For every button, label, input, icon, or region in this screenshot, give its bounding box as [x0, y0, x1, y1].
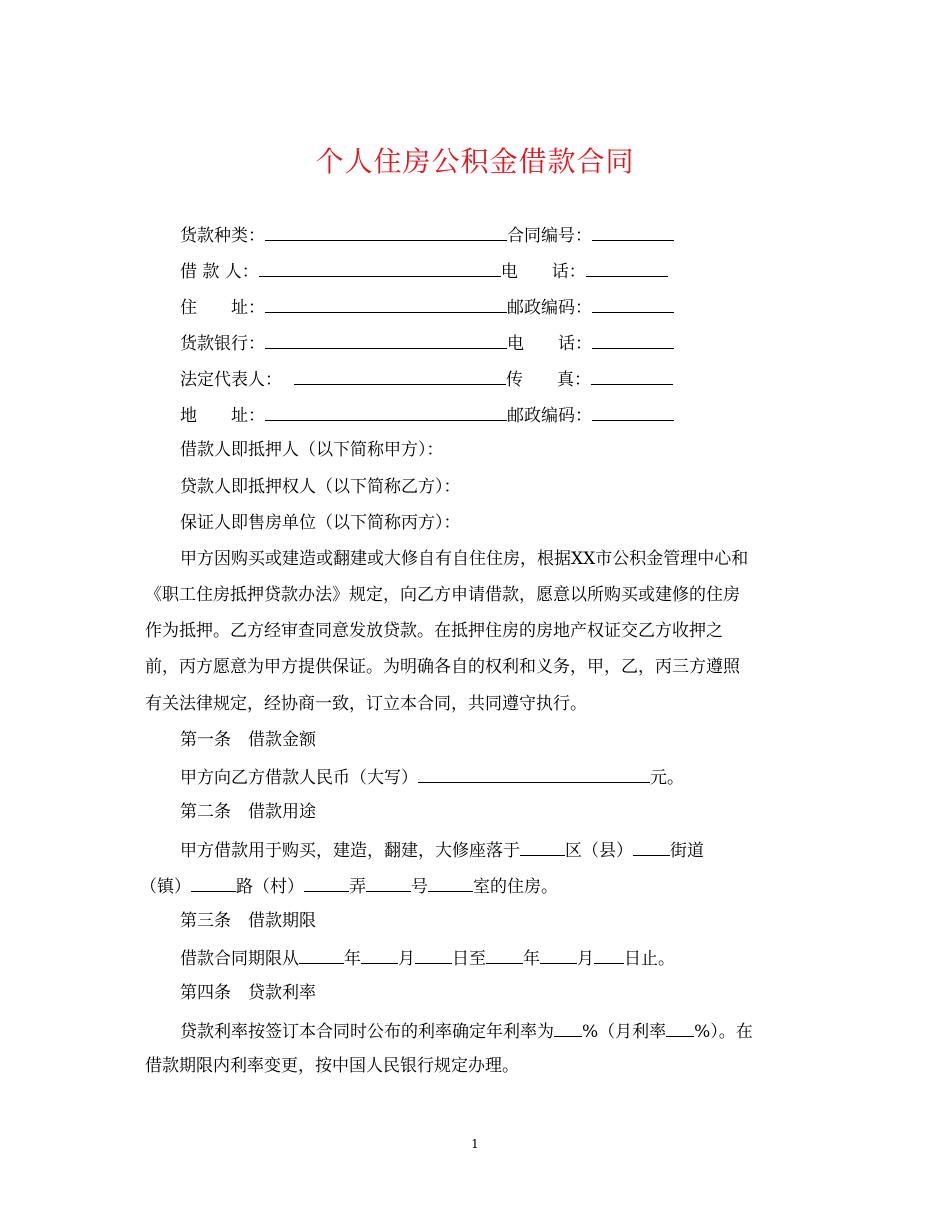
page-title: 个人住房公积金借款合同 [315, 145, 635, 178]
blank-line [265, 331, 507, 349]
field-label: 电 话： [507, 334, 592, 354]
party-line: 保证人即售房单位（以下简称丙方）： [180, 513, 461, 533]
page-number: 1 [471, 1137, 479, 1151]
field-row-bank-address [180, 403, 674, 427]
blank-line [540, 946, 577, 964]
article-heading: 第四条 贷款利率 [180, 983, 316, 1003]
text-segment: 室的住房。 [473, 877, 558, 897]
field-label: 传 真： [506, 370, 591, 390]
blank-line [486, 946, 523, 964]
field-label: 邮政编码： [507, 406, 592, 426]
blank-line [415, 946, 452, 964]
article-heading: 第三条 借款期限 [180, 911, 316, 931]
field-label: 法定代表人： [180, 370, 282, 390]
intro-line: 有关法律规定，经协商一致，订立本合同，共同遵守执行。 [145, 694, 587, 714]
text-segment: 元。 [650, 768, 684, 788]
blank-line [265, 403, 507, 421]
text-segment: 日至 [452, 949, 486, 969]
text-segment: 街道 [670, 841, 704, 861]
text-segment: 路（村） [236, 877, 304, 897]
text-segment: %）。在 [694, 1022, 753, 1042]
article-text [180, 765, 684, 789]
text-segment: 弄 [349, 877, 366, 897]
blank-line [265, 223, 507, 241]
text-segment: 年 [344, 949, 361, 969]
text-segment: 号 [411, 877, 428, 897]
article-text [180, 946, 675, 970]
blank-line [304, 874, 349, 892]
text-segment: %（月利率 [582, 1022, 667, 1042]
blank-line [591, 367, 673, 385]
text-segment: 月 [577, 949, 594, 969]
article-text [180, 1019, 753, 1043]
intro-line: 《职工住房抵押贷款办法》规定，向乙方申请借款，愿意以所购买或建修的住房 [145, 585, 740, 605]
article-heading: 第二条 借款用途 [180, 802, 316, 822]
field-label: 住 址： [180, 298, 265, 318]
field-label: 邮政编码： [507, 298, 592, 318]
intro-line: 前，丙方愿意为甲方提供保证。为明确各自的权利和义务，甲，乙，丙三方遵照 [145, 657, 740, 677]
field-row-borrower [180, 259, 668, 283]
article-text: 借款期限内利率变更，按中国人民银行规定办理。 [145, 1056, 519, 1076]
field-label: 货款种类： [180, 226, 265, 246]
text-segment: 区（县） [565, 841, 633, 861]
party-line: 借款人即抵押人（以下简称甲方）： [180, 440, 444, 460]
blank-line [294, 367, 506, 385]
blank-line [554, 1019, 582, 1037]
text-segment: 日止。 [624, 949, 675, 969]
blank-line [594, 946, 624, 964]
blank-line [520, 838, 565, 856]
text-segment: 月 [398, 949, 415, 969]
field-row-bank [180, 331, 674, 355]
blank-line [592, 295, 674, 313]
text-segment: 借款合同期限从 [180, 949, 299, 969]
blank-line [361, 946, 398, 964]
text-segment: 贷款利率按签订本合同时公布的利率确定年利率为 [180, 1022, 554, 1042]
intro-line: 作为抵押。乙方经审查同意发放贷款。在抵押住房的房地产权证交乙方收押之 [145, 621, 723, 641]
text-segment: （镇） [140, 877, 191, 897]
text-segment: 甲方向乙方借款人民币（大写） [180, 768, 418, 788]
blank-line [259, 259, 501, 277]
field-row-address [180, 295, 674, 319]
blank-line [299, 946, 344, 964]
blank-line [191, 874, 236, 892]
blank-line [586, 259, 668, 277]
party-line: 贷款人即抵押权人（以下简称乙方）： [180, 477, 461, 497]
field-label: 合同编号： [507, 226, 592, 246]
field-label: 电 话： [500, 262, 586, 282]
blank-line [592, 403, 674, 421]
blank-line [265, 295, 507, 313]
blank-line [428, 874, 473, 892]
article-text [180, 838, 704, 862]
blank-line [592, 223, 674, 241]
text-segment: 年 [523, 949, 540, 969]
blank-line [366, 874, 411, 892]
article-heading: 第一条 借款金额 [180, 730, 316, 750]
field-label: 地 址： [180, 406, 265, 426]
article-text [140, 874, 558, 898]
blank-line [666, 1019, 694, 1037]
blank-line [633, 838, 670, 856]
blank-line [592, 331, 674, 349]
text-segment: 甲方借款用于购买，建造，翻建，大修座落于 [180, 841, 520, 861]
field-label: 货款银行： [180, 334, 265, 354]
field-row-loan-type [180, 223, 674, 247]
field-row-legal-rep [180, 367, 673, 391]
field-label: 借 款 人： [180, 262, 259, 282]
blank-line [418, 765, 650, 783]
intro-line: 甲方因购买或建造或翻建或大修自有自住住房，根据XX市公积金管理中心和 [180, 549, 749, 569]
